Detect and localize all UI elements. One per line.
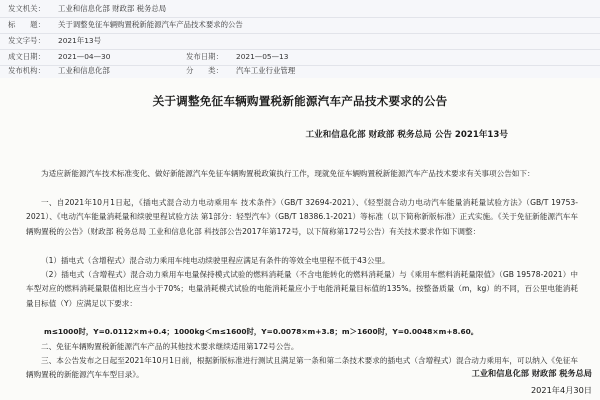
document-number: 工业和信息化部 财政部 税务总局 公告 2021年13号 xyxy=(305,130,508,140)
created-value: 2021—04—30 xyxy=(58,52,111,61)
paragraph-one: 一、自2021年10月1日起，《插电式混合动力电动乘用车 技术条件》（GB/T 32694-2021）、《轻型混合动力电动汽车能量消耗量试验方法》（GB/T 19753-2021）、《电动汽车能量消耗量和续驶里程试验方法 第1部分：轻型汽车》（GB/T 18386.1-2021）等标准（以下简称新版标准）正式实施。《关于免征新能源汽车车辆购置税的公告》（财政部 税务总局 工业和信息化部 科技部公告2017年第172号，以下简称第172号公告）有关技术要求作如下调整： xyxy=(26,198,578,236)
published-value: 2021—05—13 xyxy=(236,52,289,61)
metadata-table xyxy=(0,0,600,78)
meta-row-publisher xyxy=(8,64,600,78)
paragraph-three: 三、本公告发布之日起至2021年10月1日前，根据新版标准进行测试且满足第一条和第二条技术要求的插电式（含增程式）混合动力乘用车，可以纳入《免征车辆购置税的新能源汽车车型目录》。 xyxy=(26,356,578,380)
issuer-value: 工业和信息化部 财政部 税务总局 xyxy=(58,4,167,13)
docno-value: 2021年13号 xyxy=(58,36,101,45)
docno-label: 发文字号： xyxy=(8,36,45,45)
meta-row-subject xyxy=(8,18,600,32)
published-label: 发布日期： xyxy=(186,52,223,61)
category-cell xyxy=(186,64,295,78)
publisher-label: 发布机构： xyxy=(8,66,45,75)
subject-value: 关于调整免征车辆购置税新能源汽车产品技术要求的公告 xyxy=(58,20,243,29)
meta-row-dates xyxy=(8,50,600,64)
paragraph-intro: 为适应新能源汽车技术标准变化、做好新能源汽车免征车辆购置税政策执行工作，现就免征车辆购置税新能源汽车产品技术要求有关事项公告如下： xyxy=(41,169,535,178)
document-title: 关于调整免征车辆购置税新能源汽车产品技术要求的公告 xyxy=(152,94,448,108)
created-label: 成文日期： xyxy=(8,52,45,61)
signature-date: 2021年4月30日 xyxy=(530,385,592,395)
meta-row-issuer xyxy=(8,2,600,16)
subject-label: 标 题： xyxy=(8,20,45,29)
formula-line: m≤1000时，Y=0.0112×m+0.4；1000kg＜m≤1600时，Y=0.0078×m+3.8；m＞1600时，Y=0.0048×m+8.60。 xyxy=(44,327,479,336)
category-label: 分 类： xyxy=(186,66,223,75)
issuer-label: 发文机关： xyxy=(8,4,45,13)
publisher-value: 工业和信息化部 xyxy=(58,66,110,75)
signature-org: 工业和信息化部 财政部 税务总局 xyxy=(471,368,592,378)
paragraph-item-1: （1）插电式（含增程式）混合动力乘用车纯电动续驶里程应满足有条件的等效全电里程不低于43公里。 xyxy=(41,256,390,265)
paragraph-item-2: （2）插电式（含增程式）混合动力乘用车电量保持模式试验的燃料消耗量（不含电能转化的燃料消耗量）与《乘用车燃料消耗量限值》（GB 19578-2021）中车型对应的燃料消耗量限值相比应当小于70%；电量消耗模式试验的电能消耗量应小于电能消耗量目标值的135%。按整备质量（m，kg）的不同，百公里电能消耗量目标值（Y）应满足以下要求： xyxy=(26,270,578,308)
category-value: 汽车工业行业管理 xyxy=(236,66,296,75)
published-cell xyxy=(186,50,288,64)
meta-row-docno xyxy=(8,34,600,48)
paragraph-two: 二、免征车辆购置税新能源汽车产品的其他技术要求继续适用第172号公告。 xyxy=(41,342,299,351)
